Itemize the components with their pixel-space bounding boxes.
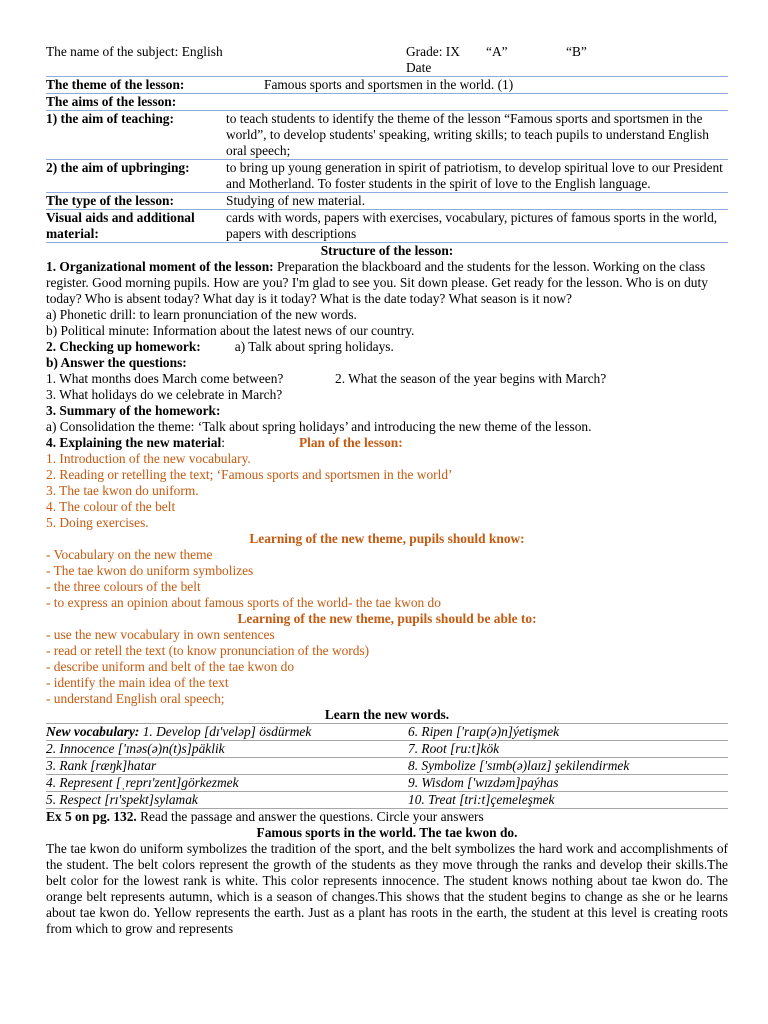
checking-label: 2. Checking up homework: xyxy=(46,339,201,354)
explain-colon: : xyxy=(221,435,225,450)
vocab-row xyxy=(46,775,728,792)
vocab-row xyxy=(46,724,728,741)
grade-b: “B” xyxy=(566,44,587,59)
vocab-word: 8. Symbolize ['sɪmb(ə)laɪz] şekilendirmek xyxy=(408,758,728,775)
aim-teaching-row xyxy=(46,111,728,160)
summary-label: 3. Summary of the homework: xyxy=(46,403,221,418)
learn-words-title: Learn the new words. xyxy=(324,707,450,722)
question-3: 3. What holidays do we celebrate in March? xyxy=(46,387,283,402)
able-item: - use the new vocabulary in own sentences xyxy=(46,627,275,642)
vocab-row xyxy=(46,792,728,809)
lesson-info-table xyxy=(46,76,728,242)
able-item: - read or retell the text (to know pronunciation of the words) xyxy=(46,643,370,658)
visual-label: Visual aids and additional material: xyxy=(46,210,226,243)
know-list xyxy=(46,547,728,611)
know-title: Learning of the new theme, pupils should know: xyxy=(249,531,525,546)
grade-a: “A” xyxy=(486,44,508,59)
aims-label: The aims of the lesson: xyxy=(46,94,226,111)
able-item: - understand English oral speech; xyxy=(46,691,225,706)
able-list xyxy=(46,627,728,707)
exercise-label: Ex 5 on pg. 132. xyxy=(46,809,137,824)
vocabulary-table xyxy=(46,723,728,809)
explaining-row xyxy=(46,435,728,451)
vocab-left xyxy=(46,724,408,741)
theme-label: The theme of the lesson: xyxy=(46,77,226,94)
aim-upbringing-value: to bring up young generation in spirit of patriotism, to develop spiritual love to our President and Motherland. To foster students in the spirit of love to the English language. xyxy=(226,160,728,193)
plan-item: 4. The colour of the belt xyxy=(46,499,176,514)
type-row xyxy=(46,193,728,210)
able-item: - identify the main idea of the text xyxy=(46,675,229,690)
vocab-word: 10. Treat [tri:t]çemeleşmek xyxy=(408,792,728,809)
able-title: Learning of the new theme, pupils should be able to: xyxy=(237,611,537,626)
political-minute: b) Political minute: Information about the latest news of our country. xyxy=(46,323,415,338)
plan-list xyxy=(46,451,728,531)
checking-homework xyxy=(46,339,728,355)
plan-title: Plan of the lesson: xyxy=(298,435,403,450)
exercise-instruction xyxy=(46,809,728,825)
aims-empty xyxy=(226,94,728,111)
vocab-label: New vocabulary: xyxy=(46,724,140,739)
able-item: - describe uniform and belt of the tae kwon do xyxy=(46,659,295,674)
plan-item: 5. Doing exercises. xyxy=(46,515,149,530)
org-label: 1. Organizational moment of the lesson: xyxy=(46,259,274,274)
theme-row xyxy=(46,77,728,94)
visual-row xyxy=(46,210,728,243)
visual-value: cards with words, papers with exercises, vocabulary, pictures of famous sports in the world, papers with descriptions xyxy=(226,210,728,243)
passage-text: The tae kwon do uniform symbolizes the tradition of the sport, and the belt symbolizes the hard work and accomplishments of the student. The belt colors represent the growth of the students as they move through the ranks and develop their skills.The belt color for the lowest rank is white. This color represents innocence. The student knows nothing about tae kwon do. The orange belt represents autumn, which is a season of changes.This shows that the student begins to change as she or he learns about tae kwon do. Yellow represents the earth. Just as a plant has roots in the earth, the student at this level is creating roots from which to grow and represents xyxy=(46,841,728,936)
theme-value xyxy=(226,77,728,94)
vocab-word: 9. Wisdom ['wɪzdəm]paýhas xyxy=(408,775,728,792)
aim-teaching-label: 1) the aim of teaching: xyxy=(46,111,226,160)
vocab-word: 7. Root [ru:t]kök xyxy=(408,741,728,758)
know-item: - the three colours of the belt xyxy=(46,579,201,594)
plan-item: 3. The tae kwon do uniform. xyxy=(46,483,199,498)
org-text: Preparation the blackboard and the students for the lesson. Working on the class register. Good morning pupils. How are you? I'm glad to see you. Sit down please. Get ready for the lesson. Who is on duty today? Who is absent today? What day is it today? What is the date today? What season is it now? xyxy=(46,259,708,306)
organizational-moment xyxy=(46,259,728,307)
plan-item: 1. Introduction of the new vocabulary. xyxy=(46,451,251,466)
know-item: - to express an opinion about famous sports of the world- the tae kwon do xyxy=(46,595,441,610)
phonetic-drill: a) Phonetic drill: to learn pronunciation of the new words. xyxy=(46,307,357,322)
vocab-word: 6. Ripen ['raɪp(ə)n]ýetişmek xyxy=(408,724,728,741)
know-item: - Vocabulary on the new theme xyxy=(46,547,213,562)
grade-label: Grade: IX xyxy=(406,44,460,59)
explain-label: 4. Explaining the new material xyxy=(46,435,222,450)
type-label: The type of the lesson: xyxy=(46,193,226,210)
aim-upbringing-row xyxy=(46,160,728,193)
aim-upbringing-label: 2) the aim of upbringing: xyxy=(46,160,226,193)
passage-title: Famous sports in the world. The tae kwon do. xyxy=(256,825,518,840)
summary-text: a) Consolidation the theme: ‘Talk about spring holidays’ and introducing the new theme of the lesson. xyxy=(46,419,592,434)
type-value: Studying of new material. xyxy=(226,193,728,210)
plan-item: 2. Reading or retelling the text; ‘Famous sports and sportsmen in the world’ xyxy=(46,467,453,482)
structure-title: Structure of the lesson: xyxy=(46,242,728,259)
vocab-word: 1. Develop [dɪ'veləp] ösdürmek xyxy=(139,724,312,739)
date-label: Date xyxy=(406,60,432,75)
questions-row xyxy=(46,371,728,387)
lesson-plan-page xyxy=(46,42,728,937)
exercise-text: Read the passage and answer the questions. Circle your answers xyxy=(136,809,484,824)
checking-text: a) Talk about spring holidays. xyxy=(234,339,394,354)
vocab-word: 5. Respect [rɪ'spekt]sylamak xyxy=(46,792,408,809)
question-2: 2. What the season of the year begins with March? xyxy=(335,371,607,386)
vocab-row xyxy=(46,741,728,758)
theme-text: Famous sports and sportsmen in the world. (1) xyxy=(264,77,514,92)
aim-teaching-value: to teach students to identify the theme of the lesson “Famous sports and sportsmen in the world”, to develop students' speaking, writing skills; to teach pupils to understand English oral speech; xyxy=(226,111,728,160)
question-1: 1. What months does March come between? xyxy=(46,371,284,386)
subject-name: The name of the subject: English xyxy=(46,44,223,59)
answer-questions-label: b) Answer the questions: xyxy=(46,355,187,370)
document-header xyxy=(46,42,728,76)
know-item: - The tae kwon do uniform symbolizes xyxy=(46,563,254,578)
vocab-word: 4. Represent [ˌreprɪ'zent]görkezmek xyxy=(46,775,408,792)
vocab-word: 3. Rank [ræŋk]hatar xyxy=(46,758,408,775)
vocab-row xyxy=(46,758,728,775)
aims-row xyxy=(46,94,728,111)
vocab-word: 2. Innocence ['ɪnəs(ə)n(t)s]päklik xyxy=(46,741,408,758)
